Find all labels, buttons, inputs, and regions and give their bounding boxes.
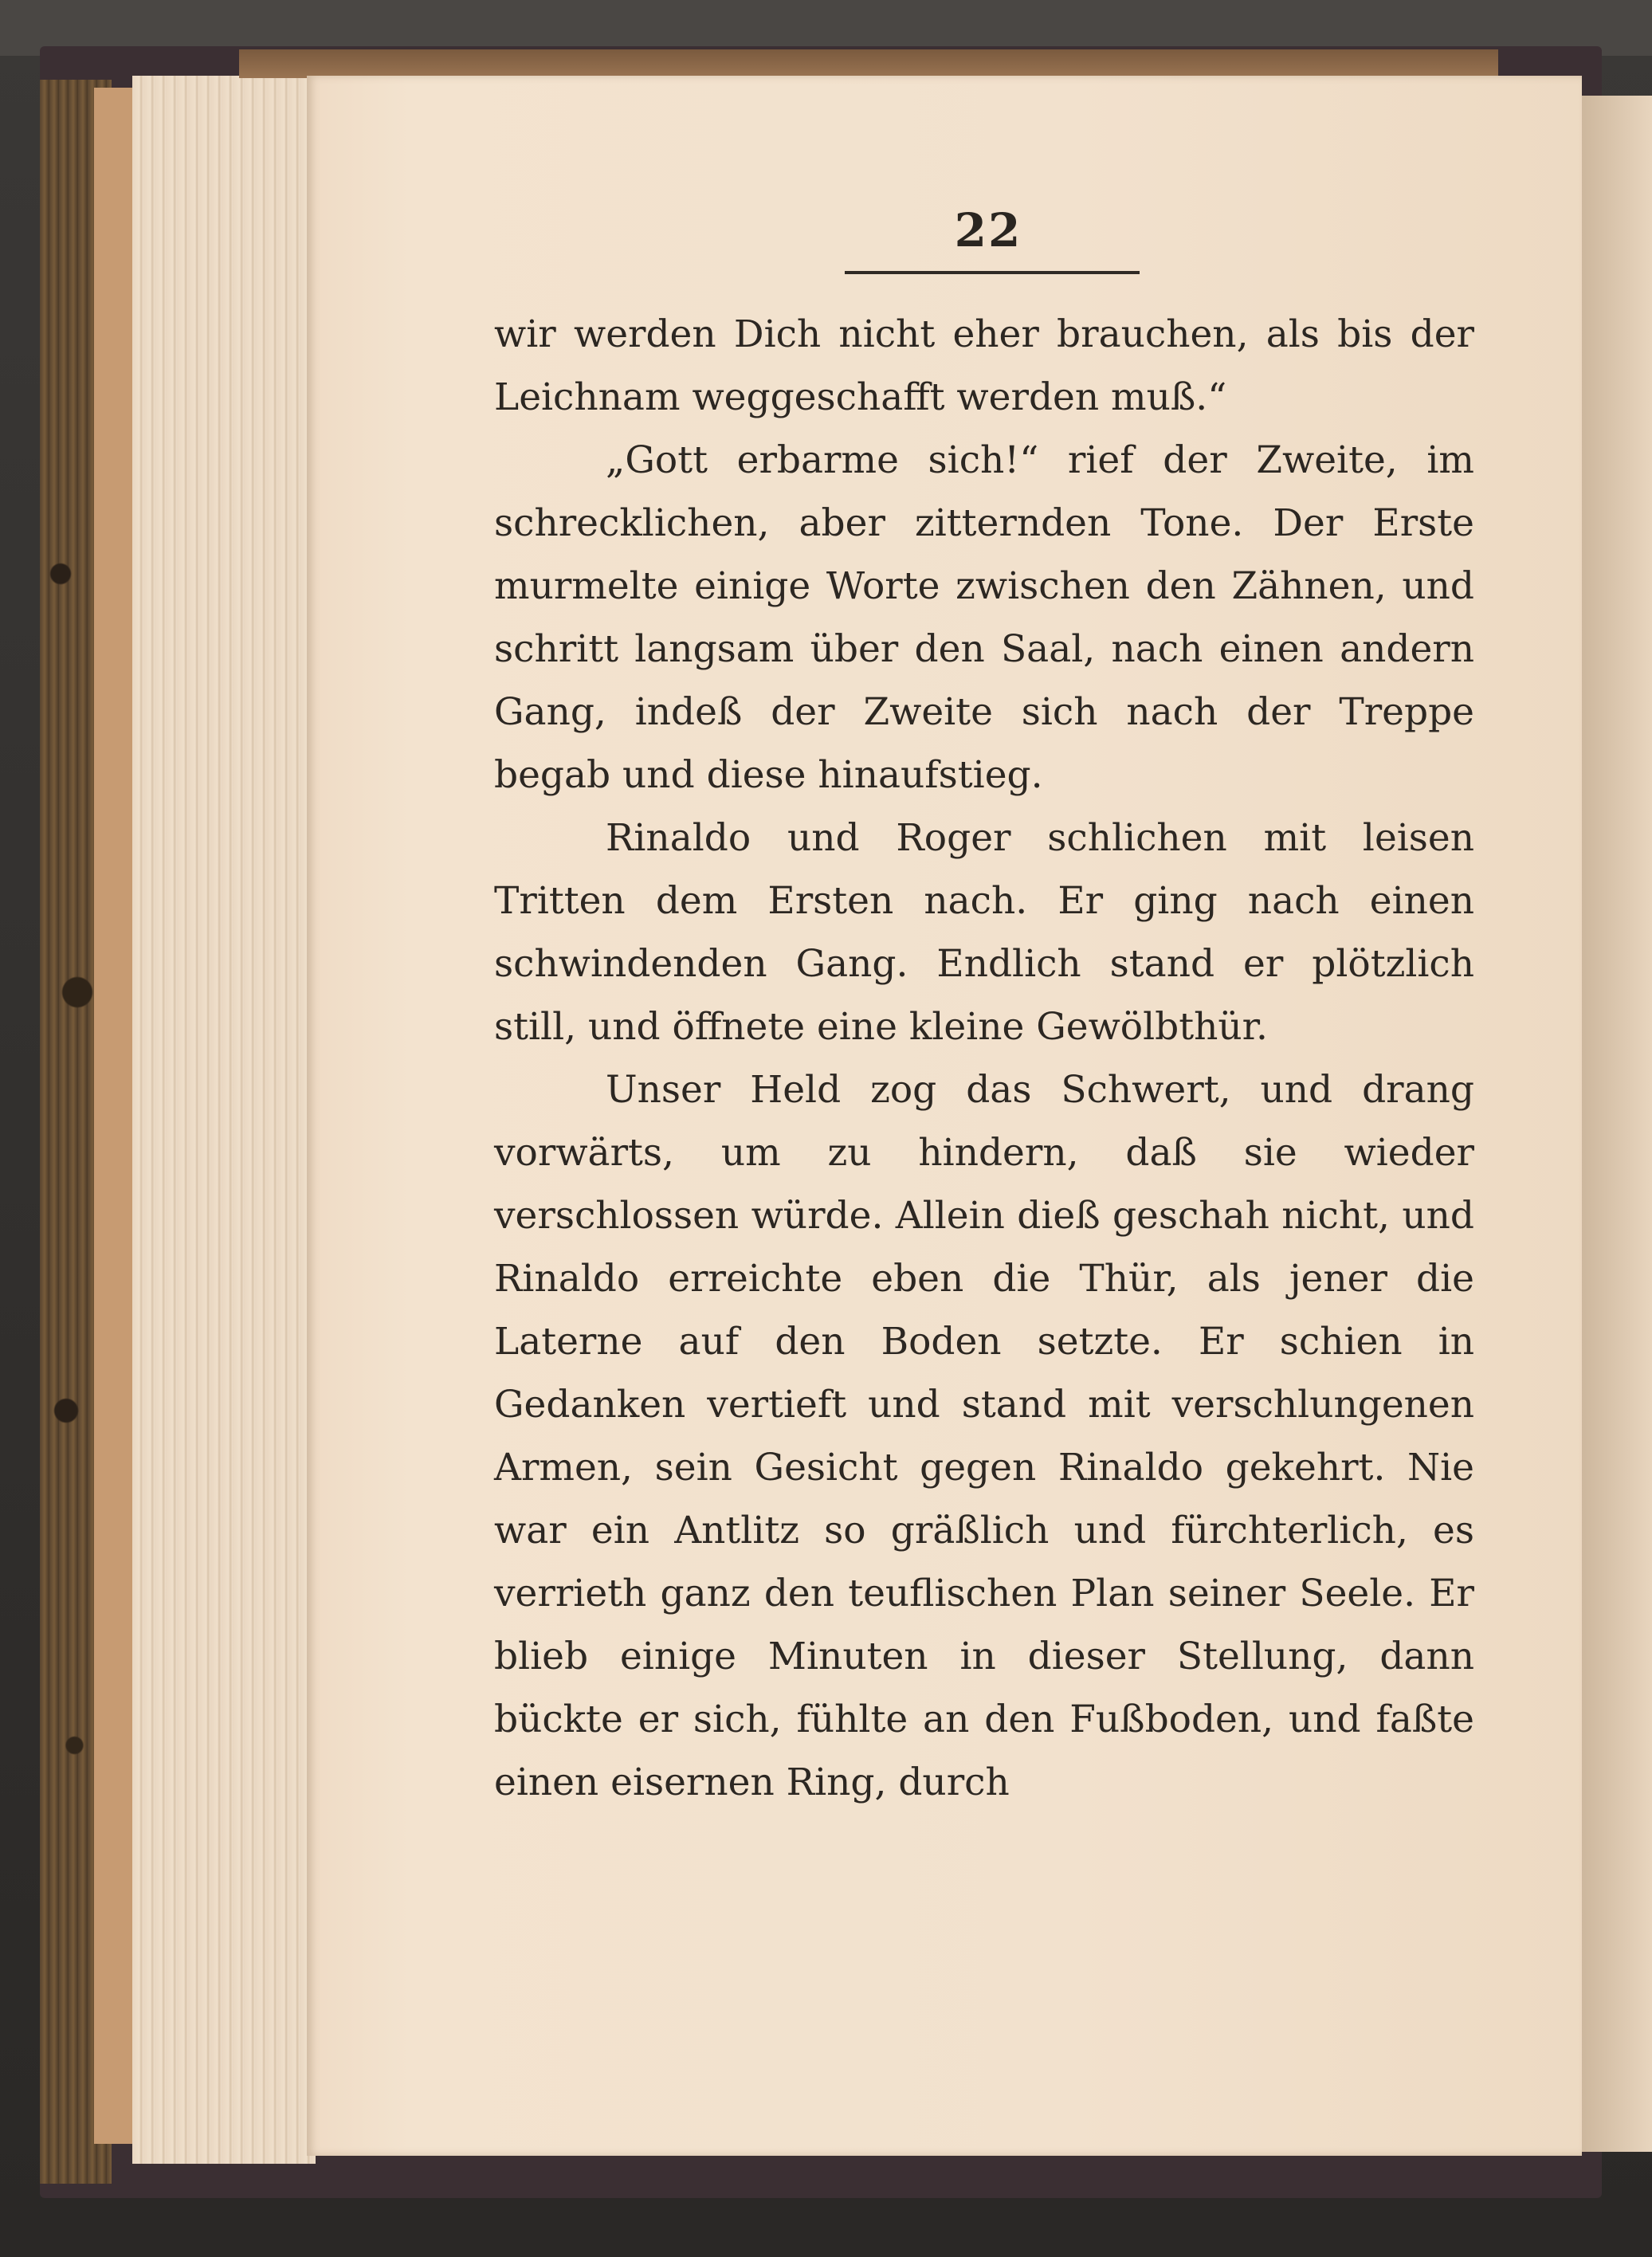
paragraph: Unser Held zog das Schwert, und drang vorwärts, um zu hindern, daß sie wieder verschlossen würde. Allein dieß geschah nicht, und Rinaldo erreichte eben die Thür, als jener die Laterne auf den Boden setzte. Er schien in Gedanken vertieft und stand mit verschlungenen Armen, sein Gesicht gegen Rinaldo gekehrt. Nie war ein Antlitz so gräßlich und fürchterlich, es verrieth ganz den teuflischen Plan seiner Seele. Er blieb einige Minuten in dieser Stellung, dann bückte er sich, fühlte an den Fußboden, und faßte einen eisernen Ring, durch [494, 1068, 1474, 1804]
page-number: 22 [954, 203, 1022, 257]
header-rule [845, 271, 1140, 274]
top-binding-band [239, 49, 1498, 78]
paragraph: Rinaldo und Roger schlichen mit leisen Tritten dem Ersten nach. Er ging nach einen schwindenden Gang. Endlich stand er plötzlich still, und öffnete eine kleine Gewölbthür. [494, 816, 1474, 1049]
facing-page-edge [1582, 96, 1652, 2152]
endpaper-edge [94, 88, 132, 2144]
page-edges [132, 76, 316, 2164]
page-text [494, 303, 1474, 1814]
cover-stains [44, 239, 100, 1913]
paragraph: „Gott erbarme sich!“ rief der Zweite, im schrecklichen, aber zitternden Tone. Der Erste murmelte einige Worte zwischen den Zähnen, und schritt langsam über den Saal, nach einen andern Gang, indeß der Zweite sich nach der Treppe begab und diese hinaufstieg. [494, 438, 1474, 797]
paragraph: wir werden Dich nicht eher brauchen, als bis der Leichnam weggeschafft werden muß.“ [494, 312, 1474, 419]
